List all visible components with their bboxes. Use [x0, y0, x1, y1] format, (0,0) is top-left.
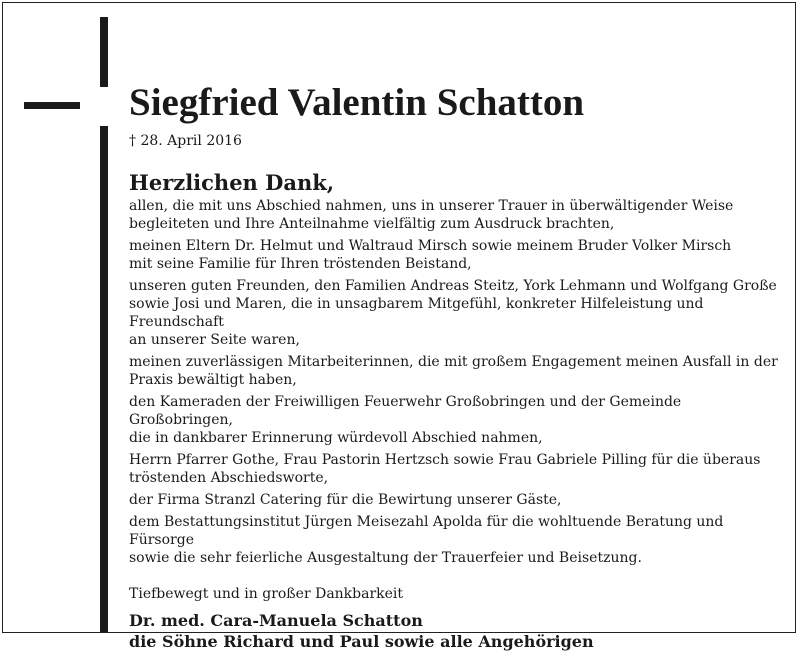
thanks-paragraph: dem Bestattungsinstitut Jürgen Meisezahl Apolda für die wohltuende Beratung und Fürsorge sowie die sehr feierliche Ausgestaltung der Trauerfeier und Beisetzung. — [129, 514, 724, 566]
notice-content — [129, 80, 789, 652]
cross-horizontal-bar — [24, 102, 80, 109]
thanks-paragraph: allen, die mit uns Abschied nahmen, uns in unserer Trauer in überwältigender Weise begleiteten und Ihre Anteilnahme vielfältig zum Ausdruck brachten, — [129, 198, 734, 232]
thanks-paragraph: unseren guten Freunden, den Familien Andreas Steitz, York Lehmann und Wolfgang Große sowie Josi und Maren, die in unsagbarem Mitgefühl, konkreter Hilfeleistung und Freundschaft an unserer Seite waren, — [129, 278, 777, 348]
thanks-paragraph: meinen Eltern Dr. Helmut und Waltraud Mirsch sowie meinem Bruder Volker Mirsch mit seine Familie für Ihren tröstenden Beistand, — [129, 238, 732, 272]
signatories: Dr. med. Cara-Manuela Schatton die Söhne Richard und Paul sowie alle Angehörigen — [129, 611, 594, 651]
closing-line: Tiefbewegt und in großer Dankbarkeit — [129, 586, 404, 602]
thanks-paragraph: den Kameraden der Freiwilligen Feuerwehr Großobringen und der Gemeinde Großobringen, die in dankbarer Erinnerung würdevoll Abschied nahmen, — [129, 394, 682, 446]
thanks-paragraph: Herrn Pfarrer Gothe, Frau Pastorin Hertzsch sowie Frau Gabriele Pilling für die überaus tröstenden Abschiedsworte, — [129, 452, 761, 486]
death-date: † 28. April 2016 — [129, 133, 242, 149]
deceased-name: Siegfried Valentin Schatton — [129, 81, 585, 124]
thanks-heading: Herzlichen Dank, — [129, 170, 335, 195]
cross-lower-bar — [100, 126, 108, 632]
thanks-paragraph: meinen zuverlässigen Mitarbeiterinnen, die mit großem Engagement meinen Ausfall in der Praxis bewältigt haben, — [129, 354, 778, 388]
thanks-paragraph: der Firma Stranzl Catering für die Bewirtung unserer Gäste, — [129, 492, 562, 508]
cross-upper-bar — [100, 17, 108, 87]
